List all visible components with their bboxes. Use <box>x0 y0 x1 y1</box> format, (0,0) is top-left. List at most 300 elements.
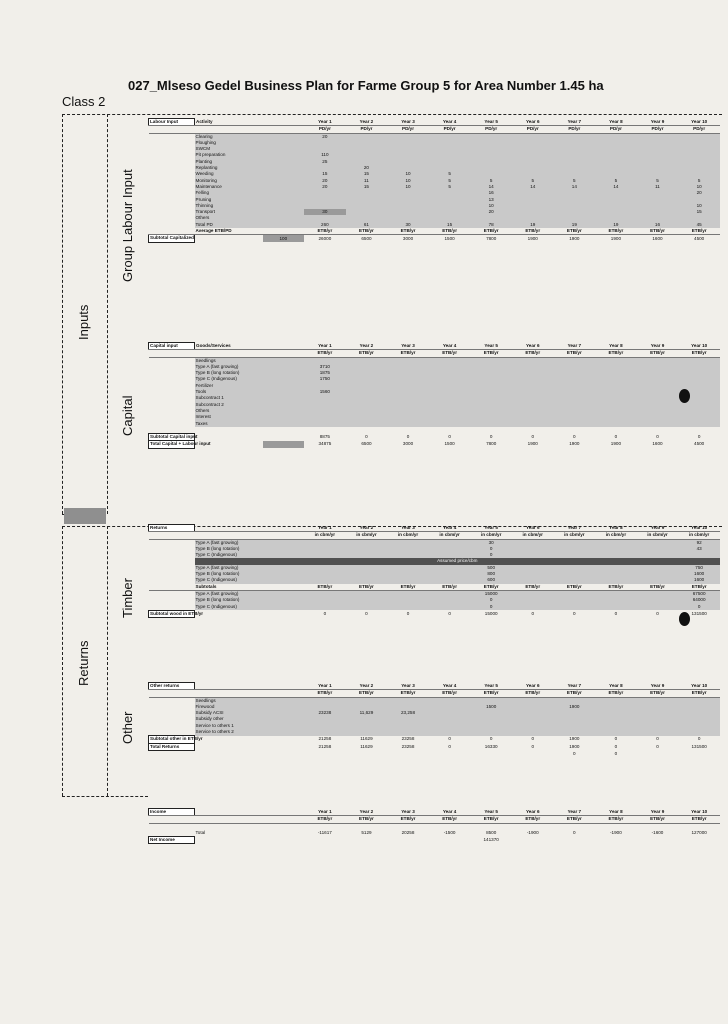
cell <box>263 126 305 133</box>
cell: 15 <box>678 209 720 215</box>
table-row <box>149 133 721 140</box>
cell: Returns <box>149 525 195 532</box>
cell: 10 <box>470 203 512 209</box>
cell: ETB/yr <box>346 816 388 823</box>
cell: ETB/yr <box>346 228 388 235</box>
cell: 3000 <box>402 441 414 447</box>
cell: 1900 <box>569 743 580 749</box>
cell <box>263 350 305 357</box>
cell: ETB/yr <box>554 584 596 591</box>
cell: 20 <box>304 184 346 190</box>
cell: in cbm/yr <box>554 532 596 539</box>
cell <box>512 539 554 546</box>
cell <box>387 750 429 757</box>
cell: 1600 <box>652 235 663 241</box>
cell: in cbm/yr <box>304 532 346 539</box>
cell <box>637 133 679 140</box>
cell <box>304 837 346 844</box>
cell: 1900 <box>554 704 596 710</box>
cell: Activity <box>195 119 263 126</box>
cell <box>195 683 263 690</box>
cell: Average ETB/PD <box>195 228 263 235</box>
cell: Monitoring <box>195 178 263 184</box>
cell <box>595 539 637 546</box>
cell: Year 3 <box>387 525 429 532</box>
cell: Year 8 <box>595 343 637 350</box>
cell: PD/yr <box>554 126 596 133</box>
cell: 0 <box>470 546 512 552</box>
cell: Year 7 <box>554 343 596 350</box>
cell <box>554 539 596 546</box>
cell: 0 <box>656 736 659 742</box>
cell: 16 <box>637 222 679 228</box>
class-label: Class 2 <box>62 94 106 109</box>
cell <box>263 736 305 743</box>
returns-frame-left <box>62 526 63 796</box>
cell: 0 <box>656 610 659 616</box>
cell: Year 1 <box>304 683 346 690</box>
cell: 0 <box>448 736 451 742</box>
cell: 19 <box>554 222 596 228</box>
cell: 20 <box>346 165 388 171</box>
cell: ETB/yr <box>512 690 554 697</box>
cell: Year 8 <box>595 809 637 816</box>
cell <box>149 350 195 357</box>
cell: Clearing <box>195 133 263 140</box>
cell: 13 <box>470 197 512 203</box>
cell: Interest <box>195 414 263 420</box>
cell: Year 4 <box>429 683 471 690</box>
cell: ETB/yr <box>387 228 429 235</box>
cell: Year 1 <box>304 119 346 126</box>
cell: Taxes <box>195 421 263 427</box>
cell: ETB/yr <box>595 350 637 357</box>
cell: Year 5 <box>470 525 512 532</box>
cell: Year 9 <box>637 119 679 126</box>
cell: 1900 <box>527 441 538 447</box>
cell: 30 <box>304 209 346 215</box>
cell: in cbm/yr <box>470 532 512 539</box>
cell <box>263 809 305 816</box>
cell <box>263 830 305 837</box>
cell: Year 9 <box>637 525 679 532</box>
cell <box>263 590 305 597</box>
cell <box>149 830 195 837</box>
cell: 15000 <box>470 590 512 597</box>
cell: 5 <box>637 178 679 184</box>
cell: 20 <box>304 178 346 184</box>
cell: 0 <box>678 604 720 611</box>
cell <box>595 697 637 704</box>
cell: Weeding <box>195 171 263 177</box>
labour-table <box>148 118 720 324</box>
cell <box>346 539 388 546</box>
cell: ETB/yr <box>470 350 512 357</box>
cell: 0 <box>531 610 535 616</box>
cell: Labour Input <box>149 119 195 126</box>
cell: 10 <box>678 184 720 190</box>
table-row <box>149 823 721 830</box>
cell <box>429 729 471 736</box>
cell: Year 9 <box>637 809 679 816</box>
cell: Type B (long rotation) <box>195 546 263 552</box>
cell: 0 <box>573 434 576 440</box>
cell: Year 1 <box>304 343 346 350</box>
cell <box>637 421 679 427</box>
cell: Pit preparation <box>195 152 263 158</box>
cell <box>195 525 263 532</box>
cell: 0 <box>470 597 512 603</box>
cell: in cbm/yr <box>346 532 388 539</box>
cell: ETB/yr <box>304 816 346 823</box>
cell <box>195 350 263 357</box>
cell <box>195 690 263 697</box>
cell <box>149 584 195 591</box>
cell: 25 <box>304 159 346 165</box>
cell: 0 <box>614 434 618 440</box>
cell <box>346 357 388 364</box>
cell <box>149 133 195 140</box>
returns-side-label: Returns <box>76 640 91 686</box>
cell: ETB/yr <box>595 816 637 823</box>
cell: 0 <box>531 434 535 440</box>
cell: Thinning <box>195 203 263 209</box>
cell: 0 <box>448 743 451 749</box>
cell: Subcontract 2 <box>195 402 263 408</box>
cell: ETB/yr <box>554 350 596 357</box>
cell: 20 <box>304 133 346 140</box>
cell: 600 <box>470 577 512 583</box>
cell <box>195 235 263 242</box>
cell <box>429 604 471 611</box>
cell <box>346 421 388 427</box>
inputs-frame-divider <box>107 114 108 514</box>
cell <box>512 750 554 757</box>
cell <box>554 697 596 704</box>
cell <box>637 357 679 364</box>
table-row <box>149 357 721 364</box>
table-row <box>149 532 721 539</box>
cell <box>637 590 679 597</box>
cell: PD/yr <box>429 126 471 133</box>
cell: 15 <box>346 171 388 177</box>
cell: 10 <box>387 171 429 177</box>
cell <box>554 421 596 427</box>
cell: PD/yr <box>304 126 346 133</box>
cell <box>429 421 471 427</box>
cell: 141370 <box>483 837 499 843</box>
cell <box>554 357 596 364</box>
cell: Felling <box>195 190 263 196</box>
cell <box>195 532 263 539</box>
cell <box>263 343 305 350</box>
cell: Type B (long rotation) <box>195 370 263 376</box>
cell: Year 3 <box>387 343 429 350</box>
cell: Type C (Indigenous) <box>195 552 263 558</box>
cell: ETB/yr <box>470 690 512 697</box>
cell <box>512 133 554 140</box>
cell: 34875 <box>318 441 332 447</box>
cell: 43 <box>678 546 720 552</box>
cell <box>512 590 554 597</box>
cell: 1900 <box>569 235 580 241</box>
cell: 0 <box>365 434 368 440</box>
cell: Type B (long rotation) <box>195 597 263 603</box>
cell: 30 <box>387 222 429 228</box>
cell: 0 <box>448 434 451 440</box>
cell <box>387 837 429 844</box>
inputs-side-label: Inputs <box>76 304 91 340</box>
cell <box>263 610 305 617</box>
cell: 15 <box>429 222 471 228</box>
cell: in cbm/yr <box>595 532 637 539</box>
cell: 0 <box>614 610 618 616</box>
cell: Year 8 <box>595 683 637 690</box>
cell <box>304 750 346 757</box>
cell: Capital input <box>149 343 195 350</box>
cell: Year 6 <box>512 683 554 690</box>
cell: Subsidy other <box>195 716 263 722</box>
cell <box>263 729 305 736</box>
cell: 19 <box>595 222 637 228</box>
cell: Year 6 <box>512 343 554 350</box>
cell: Subtotal other in ETB/yr <box>150 736 203 742</box>
cell: PD/yr <box>387 126 429 133</box>
cell: 14 <box>470 184 512 190</box>
income-table <box>148 808 720 878</box>
cell <box>637 604 679 611</box>
cell: 16 <box>470 190 512 196</box>
cell: ETB/yr <box>346 690 388 697</box>
cell: ETB/yr <box>429 816 471 823</box>
cell: 5 <box>678 178 720 184</box>
cell: 0 <box>470 604 512 611</box>
cell <box>195 809 263 816</box>
cell: ETB/yr <box>595 228 637 235</box>
cell <box>387 590 429 597</box>
cell: ETB/yr <box>470 816 512 823</box>
cell <box>346 750 388 757</box>
cell: ETB/yr <box>678 816 720 823</box>
table-row <box>149 434 721 441</box>
cell <box>195 750 263 757</box>
table-row <box>149 525 721 532</box>
cell <box>263 750 305 757</box>
cell: 1500 <box>470 704 512 710</box>
cell: ETB/yr <box>470 584 512 591</box>
cell: 5 <box>554 178 596 184</box>
cell <box>263 441 305 448</box>
cell: ETB/yr <box>678 690 720 697</box>
cell: Year 1 <box>304 525 346 532</box>
cell <box>149 590 195 597</box>
cell <box>346 837 388 844</box>
cell: PD/yr <box>346 126 388 133</box>
cell: Subtotal wood in ETB/yr <box>150 610 204 616</box>
cell: 500 <box>470 565 512 571</box>
cell: Year 6 <box>512 119 554 126</box>
cell: ETB/yr <box>512 350 554 357</box>
cell <box>304 539 346 546</box>
cell: Year 9 <box>637 683 679 690</box>
returns-frame-bottom <box>62 796 148 797</box>
cell: Subsidy ACSI <box>195 710 263 716</box>
table-row <box>149 590 721 597</box>
cell: ETB/yr <box>429 584 471 591</box>
cell: in cbm/yr <box>512 532 554 539</box>
table-row <box>149 427 721 434</box>
cell: Maintenance <box>195 184 263 190</box>
cell: PD/yr <box>512 126 554 133</box>
cell <box>263 228 305 235</box>
cell: 1750 <box>304 376 346 382</box>
cell: Replanting <box>195 165 263 171</box>
cell: Year 5 <box>470 343 512 350</box>
cell: 23258 <box>401 736 415 742</box>
cell <box>149 539 195 546</box>
cell <box>346 697 388 704</box>
cell <box>195 736 263 743</box>
cell: 45 <box>678 222 720 228</box>
cell: 92 <box>678 539 720 546</box>
cell: -1500 <box>443 830 456 836</box>
cell <box>195 434 263 441</box>
cell: Subtotal Capitalized <box>150 235 194 241</box>
cell: 5 <box>429 184 471 190</box>
cell: ETB/yr <box>595 584 637 591</box>
cell <box>678 133 720 140</box>
cell: Planting <box>195 159 263 165</box>
cell: 1600 <box>652 441 663 447</box>
cell: Year 5 <box>470 119 512 126</box>
cell: 67500 <box>678 590 720 597</box>
cell: in cbm/yr <box>678 532 720 539</box>
cell: Goods/Services <box>195 343 263 350</box>
table-row <box>149 441 721 448</box>
cell: 20 <box>678 190 720 196</box>
cell <box>195 837 263 844</box>
table-row <box>149 837 721 844</box>
page-title: 027_Mlseso Gedel Business Plan for Farme Group 5 for Area Number 1.45 ha <box>128 78 604 93</box>
table-row <box>149 610 721 617</box>
cell: Year 7 <box>554 119 596 126</box>
cell <box>429 697 471 704</box>
cell: Fertilizer <box>195 383 263 389</box>
cell: Others <box>195 215 263 221</box>
table-row <box>149 584 721 591</box>
cell <box>149 427 195 434</box>
cell: 0 <box>531 743 535 749</box>
cell <box>470 133 512 140</box>
cell: ETB/yr <box>595 690 637 697</box>
cell: Subcontract 1 <box>195 395 263 401</box>
cell: Year 7 <box>554 683 596 690</box>
cell: Net Income <box>149 837 195 844</box>
cell <box>512 357 554 364</box>
cell: 11629 <box>360 743 373 749</box>
cell <box>263 584 305 591</box>
cell: 4500 <box>694 441 705 447</box>
cell <box>637 750 679 757</box>
cell <box>512 604 554 611</box>
cell: ETB/yr <box>346 350 388 357</box>
cell: Others <box>195 408 263 414</box>
cell <box>554 590 596 597</box>
cell: Year 10 <box>678 683 720 690</box>
cell <box>263 525 305 532</box>
cell: 1900 <box>569 736 580 742</box>
cell <box>304 590 346 597</box>
cell: ETB/yr <box>304 350 346 357</box>
cell: ETB/yr <box>429 350 471 357</box>
cell: -1900 <box>610 830 622 836</box>
cell: 10 <box>678 203 720 209</box>
cell: Income <box>149 809 195 816</box>
cell: 10 <box>387 178 429 184</box>
cell: Seedlings <box>195 357 263 364</box>
cell: 16330 <box>484 743 498 749</box>
cell <box>263 837 305 844</box>
cell: Year 8 <box>595 119 637 126</box>
cell <box>346 604 388 611</box>
cell: Type A (fast growing) <box>195 539 263 546</box>
cell: PD/yr <box>470 126 512 133</box>
cell: 0 <box>697 434 701 440</box>
table-row <box>149 228 721 235</box>
cell: ETB/yr <box>554 690 596 697</box>
cell: 10 <box>387 184 429 190</box>
table-row <box>149 809 721 816</box>
cell: Type A (fast growing) <box>195 565 263 571</box>
cell: 1500 <box>444 235 455 241</box>
cell: Subtotal Capital input <box>150 434 198 440</box>
table-row <box>149 343 721 350</box>
cell: ETB/yr <box>387 816 429 823</box>
cell <box>595 604 637 611</box>
cell <box>346 590 388 597</box>
cell: 3000 <box>402 235 414 241</box>
cell: 30 <box>470 539 512 546</box>
inputs-frame-left <box>62 114 63 514</box>
capital-side-label: Capital <box>120 395 135 436</box>
cell: 5 <box>429 171 471 177</box>
cell <box>149 690 195 697</box>
returns-frame-divider <box>107 526 108 796</box>
cell: Seedlings <box>195 697 263 704</box>
cell: 1500 <box>444 441 455 447</box>
cell <box>470 750 512 757</box>
cell <box>637 539 679 546</box>
table-row <box>149 126 721 133</box>
cell <box>263 119 305 126</box>
cell: Year 4 <box>429 119 471 126</box>
gray-separator <box>64 508 106 524</box>
cell: 8875 <box>319 434 330 440</box>
cell: 1560 <box>304 389 346 395</box>
cell <box>387 357 429 364</box>
cell: 0 <box>656 434 659 440</box>
cell: ETB/yr <box>304 584 346 591</box>
cell: Type C (Indigenous) <box>195 604 263 611</box>
cell: 21258 <box>318 736 332 742</box>
cell <box>149 228 195 235</box>
cell <box>195 743 263 750</box>
cell: Subtotals <box>195 584 263 591</box>
cell: 0 <box>614 736 618 742</box>
cell: ETB/yr <box>387 584 429 591</box>
cell: 7800 <box>486 235 497 241</box>
cell: Tools <box>195 389 263 395</box>
